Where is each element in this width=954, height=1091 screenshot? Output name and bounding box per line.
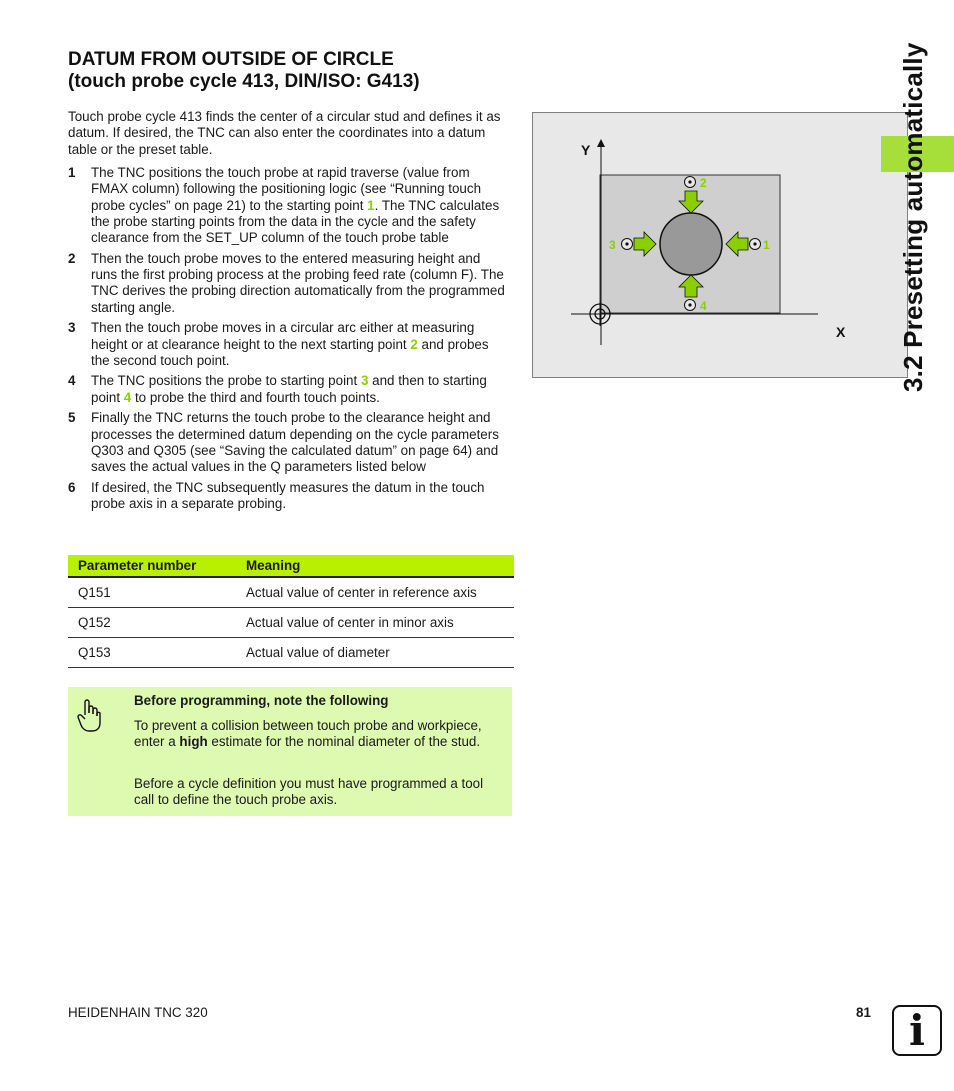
step-number: 4 — [68, 373, 76, 389]
table-cell: Q153 — [68, 638, 236, 668]
column-header: Meaning — [236, 555, 514, 577]
step-text: . The TNC calculates the probe starting points from the data in the cycle and the safety clearance from the SET_UP column of the touch probe table — [91, 197, 500, 246]
note-paragraph-2: Before a cycle definition you must have programmed a tool call to define the touch probe axis. — [134, 776, 484, 808]
step-5 — [68, 410, 510, 475]
point-label-1: 1 — [763, 238, 770, 252]
x-axis-label: X — [836, 324, 846, 340]
table-row — [68, 638, 514, 668]
step-number: 1 — [68, 165, 76, 180]
info-icon-glyph: i — [909, 1006, 925, 1055]
table-cell: Q152 — [68, 608, 236, 638]
note-text: estimate for the nominal diameter of the stud. — [207, 734, 481, 750]
step-number: 2 — [68, 250, 76, 266]
note-paragraph-1 — [134, 718, 504, 751]
point-label-4: 4 — [700, 299, 707, 313]
probe-diagram — [532, 112, 908, 378]
table-cell: Actual value of center in reference axis — [236, 577, 514, 608]
step-text: Then the touch probe moves in a circular arc either at measuring height or at clearance height to the next starting point — [91, 320, 475, 352]
point-label-2: 2 — [700, 176, 707, 190]
step-text: Finally the TNC returns the touch probe to the clearance height and processes the determined datum depending on the cycle parameters Q303 and Q305 (see “Saving the calculated datum” on page 64) and saves the actual values in the Q parameters listed below — [91, 410, 499, 475]
point-ref: 4 — [123, 389, 132, 405]
title-line-2: (touch probe cycle 413, DIN/ISO: G413) — [68, 71, 420, 92]
step-number: 6 — [68, 479, 76, 495]
note-heading: Before programming, note the following — [134, 693, 389, 708]
step-6 — [68, 480, 510, 513]
page-title — [68, 49, 528, 93]
note-box — [68, 687, 512, 816]
intro-paragraph: Touch probe cycle 413 finds the center of a circular stud and defines it as datum. If desired, the TNC can also enter the coordinates into a datum table or the preset table. — [68, 109, 501, 157]
step-text: and probes the second touch point. — [91, 336, 489, 368]
table-row — [68, 608, 514, 638]
table-cell: Q151 — [68, 577, 236, 608]
table-row — [68, 577, 514, 608]
touch-point-2 — [685, 177, 696, 188]
footer-manual-name: HEIDENHAIN TNC 320 — [68, 1005, 208, 1020]
table-header-row — [68, 555, 514, 577]
step-number: 3 — [68, 320, 76, 336]
step-text: The TNC positions the touch probe at rapid traverse (value from FMAX column) following the positioning logic (see “Running touch probe cycles” on page 21) to the starting point — [91, 165, 482, 213]
point-label-3: 3 — [609, 238, 616, 252]
touch-point-3 — [622, 239, 633, 250]
step-list — [68, 165, 510, 517]
step-text: to probe the third and fourth touch points. — [131, 389, 380, 405]
diagram-svg — [533, 113, 909, 379]
step-4 — [68, 373, 510, 406]
step-text: Then the touch probe moves to the entered measuring height and runs the first probing process at the probing feed rate (column F). The TNC derives the probing direction automatically from the programmed starting angle. — [91, 250, 505, 315]
point-ref: 2 — [410, 336, 418, 352]
note-emphasis: high — [179, 734, 208, 750]
touch-point-4 — [685, 300, 696, 311]
page-number: 81 — [856, 1005, 871, 1020]
step-3 — [68, 320, 510, 369]
section-title-text: 3.2 Presetting automatically — [898, 42, 928, 392]
circular-stud — [660, 213, 722, 275]
table-cell: Actual value of center in minor axis — [236, 608, 514, 638]
point-ref: 1 — [367, 197, 375, 213]
column-header: Parameter number — [68, 555, 236, 577]
step-number: 5 — [68, 410, 76, 426]
step-text: and then to starting point — [91, 373, 487, 405]
step-text: The TNC positions the probe to starting point — [91, 373, 361, 389]
step-text: If desired, the TNC subsequently measures the datum in the touch probe axis in a separate probing. — [91, 479, 485, 512]
touch-point-1 — [750, 239, 761, 250]
point-ref: 3 — [360, 373, 369, 389]
title-line-1: DATUM FROM OUTSIDE OF CIRCLE — [68, 49, 394, 70]
table-cell: Actual value of diameter — [236, 638, 514, 668]
pointing-hand-icon — [76, 699, 102, 733]
y-axis-label: Y — [581, 142, 591, 158]
note-text: To prevent a collision between touch probe and workpiece, enter a — [134, 718, 482, 750]
info-icon[interactable] — [892, 1005, 942, 1056]
parameter-table — [68, 555, 514, 668]
step-2 — [68, 251, 510, 316]
step-1 — [68, 165, 510, 246]
